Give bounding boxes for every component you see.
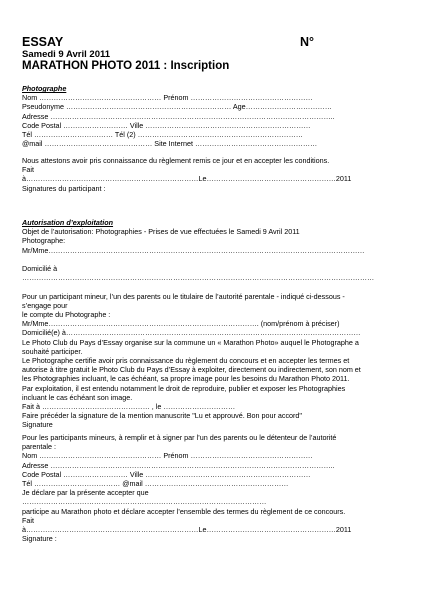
autorisation-line: Pour un participant mineur, l’un des parents ou le titulaire de l’autorité parentale - indiqué ci-dessous -: [22, 291, 345, 301]
fait-a-le-field[interactable]: Fait à ……………………………………… , le …………………………: [22, 402, 236, 412]
field-nom[interactable]: Nom …………………………………………… Prénom ……………………………………………: [22, 93, 313, 103]
autorisation-line: incluant le cas échéant son image.: [22, 392, 133, 402]
attestation-text: Nous attestons avoir pris connaissance du règlement remis ce jour et en accepter les conditions.: [22, 156, 330, 165]
autorisation-line: Par exploitation, il est entendu notamment le droit de reproduire, publier et exposer les Photographies: [22, 383, 346, 393]
autorisation-heading: Autorisation d’exploitation: [22, 218, 114, 227]
signature-label: Signature :: [22, 534, 57, 544]
photographe-name-field[interactable]: Mr/Mme……………………………………………………………………………………………………………………: [22, 245, 365, 255]
mineur-domicile-field[interactable]: Domicilié(e) à……………………………………………………………………………………………………………: [22, 328, 361, 338]
autorisation-line: Faire précéder la signature de la mention manuscrite "Lu et approuvé. Bon pour accord": [22, 411, 302, 421]
event-title: MARATHON PHOTO 2011 : Inscription: [22, 60, 230, 72]
photographe-heading: Photographe: [22, 84, 67, 93]
attestation-block: [22, 156, 402, 193]
signature-label: Signature: [22, 420, 53, 430]
fait-a-field[interactable]: à………………………………………………………………Le………………………………………………2011: [22, 525, 352, 535]
autorisation-line: souhaité participer.: [22, 346, 83, 356]
document-title: ESSAY: [22, 35, 64, 49]
mineur-name-field[interactable]: …………………………………………………………………………………………: [22, 497, 267, 507]
mineurs-line: participe au Marathon photo et déclare accepter l’ensemble des termes du règlement de ce concours.: [22, 506, 346, 516]
field-email[interactable]: @mail ……………………………………… Site Internet ……………………………………………: [22, 139, 318, 149]
spacer: [22, 255, 402, 264]
parent-nom-field[interactable]: Nom …………………………………………… Prénom ……………………………………………: [22, 451, 313, 461]
autorisation-line: s’engage pour: [22, 300, 68, 310]
domicile-field[interactable]: …………………………………………………………………………………………………………………………………: [22, 273, 375, 283]
field-code-postal[interactable]: Code Postal ……………………… Ville ……………………………………………………………: [22, 120, 311, 130]
mineurs-line: Pour les participants mineurs, à remplir et à signer par l’un des parents ou le détenteur de l’autorité: [22, 433, 337, 442]
fait-a-field[interactable]: à………………………………………………………………Le………………………………………………2011: [22, 174, 352, 184]
mineur-name-field[interactable]: Mr/Mme……………………………………………………………………………. (nom/prénom à préciser): [22, 319, 340, 329]
fait-label: Fait: [22, 515, 34, 525]
event-date: Samedi 9 Avril 2011: [22, 49, 111, 60]
autorisation-line: les Photographies incluant, le cas échéant, sa propre image pour les besoins du Marathon Photo 2011.: [22, 374, 350, 384]
autorisation-line: Photographe:: [22, 236, 66, 246]
autorisation-line: Le Photographe certifie avoir pris connaissance du règlement du concours et en accepter les termes et: [22, 356, 350, 366]
spacer: [22, 282, 402, 291]
field-adresse[interactable]: Adresse ………………………………………………………………………………………………………..: [22, 111, 335, 121]
mineurs-line: Je déclare par la présente accepter que: [22, 488, 149, 498]
parent-adresse-field[interactable]: Adresse ………………………………………………………………………………………………………..: [22, 460, 335, 470]
mineurs-line: parentale :: [22, 442, 56, 452]
autorisation-section: [22, 218, 402, 430]
mineurs-section: [22, 433, 402, 543]
signature-participant-label: Signatures du participant :: [22, 183, 106, 193]
parent-code-postal-field[interactable]: Code Postal ……………………… Ville ……………………………………………………………: [22, 469, 311, 479]
autorisation-line: autorise à titre gratuit le Photo Club du Pays d’Essay à exploiter, directement ou indirectement, son nom et: [22, 365, 361, 375]
field-tel[interactable]: Tél …………………………… Tél (2) ……………………………………………………………: [22, 130, 303, 140]
number-label: N°: [300, 35, 315, 49]
autorisation-line: Le Photo Club du Pays d’Essay organise sur la commune un « Marathon Photo» auquel le Photographe a: [22, 337, 359, 347]
autorisation-line: Objet de l’autorisation: Photographies - Prises de vue effectuées le Samedi 9 Avril 2011: [22, 227, 300, 237]
photographe-section: [22, 84, 402, 148]
parent-tel-field[interactable]: Tél ……………………………… @mail ……………………………………………………: [22, 479, 289, 489]
fait-label: Fait: [22, 165, 34, 175]
field-pseudonyme[interactable]: Pseudonyme …………………………………………………………… Age………………………………: [22, 102, 332, 112]
autorisation-line: Domicilié à: [22, 264, 58, 274]
autorisation-line: le compte du Photographe :: [22, 310, 111, 320]
